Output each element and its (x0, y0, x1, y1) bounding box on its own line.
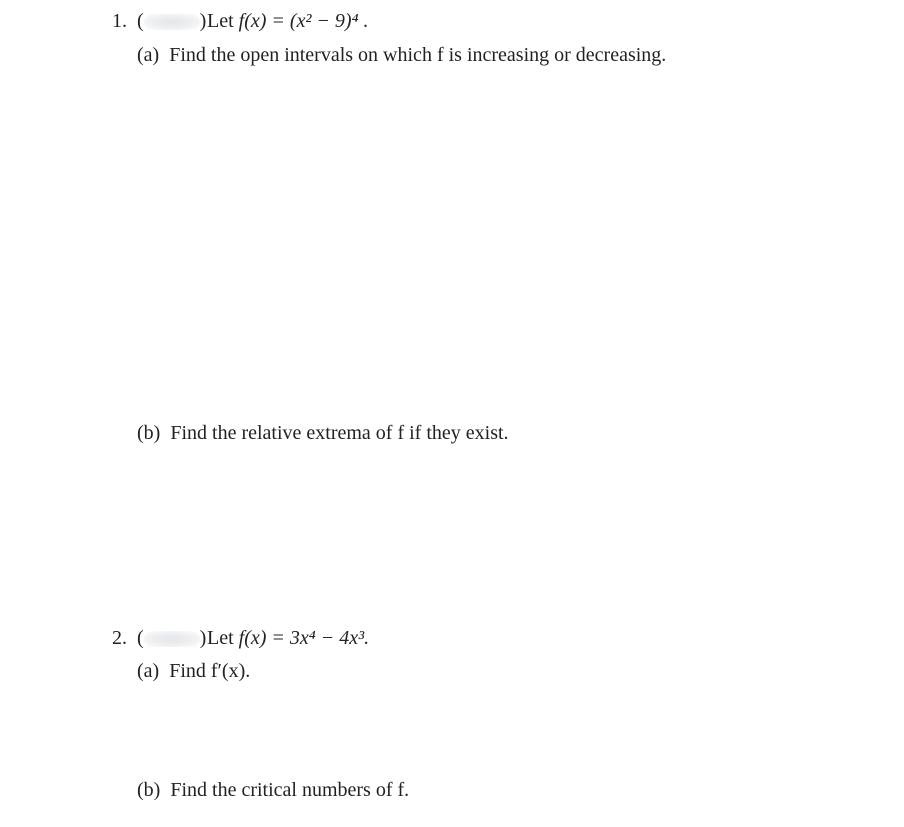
problem-statement (207, 9, 369, 33)
part-text: Find the critical numbers of f. (170, 779, 410, 801)
problem-number: 1. (112, 10, 127, 32)
part-label: (a) (137, 660, 160, 682)
redacted-points: ( ) (137, 627, 207, 649)
function-definition: f(x) = (x² − 9)⁴ . (238, 10, 369, 32)
part-text: Find the relative extrema of f if they exist. (170, 422, 509, 444)
problem-number: 2. (112, 627, 127, 649)
part-text: Find f′(x). (169, 660, 251, 682)
part-text: Find the open intervals on which f is increasing or decreasing. (169, 44, 667, 66)
problem-statement (207, 626, 369, 650)
problem-2-part-b (137, 778, 409, 802)
stem-prefix: Let (207, 10, 234, 32)
part-label: (b) (137, 779, 161, 801)
problem-1-part-a (137, 43, 666, 67)
stem-prefix: Let (207, 627, 234, 649)
problem-1-part-b (137, 421, 509, 445)
part-label: (a) (137, 44, 160, 66)
function-definition: f(x) = 3x⁴ − 4x³. (238, 627, 370, 649)
redacted-points: ( ) (137, 10, 207, 32)
part-label: (b) (137, 422, 161, 444)
problem-2-part-a (137, 659, 250, 683)
